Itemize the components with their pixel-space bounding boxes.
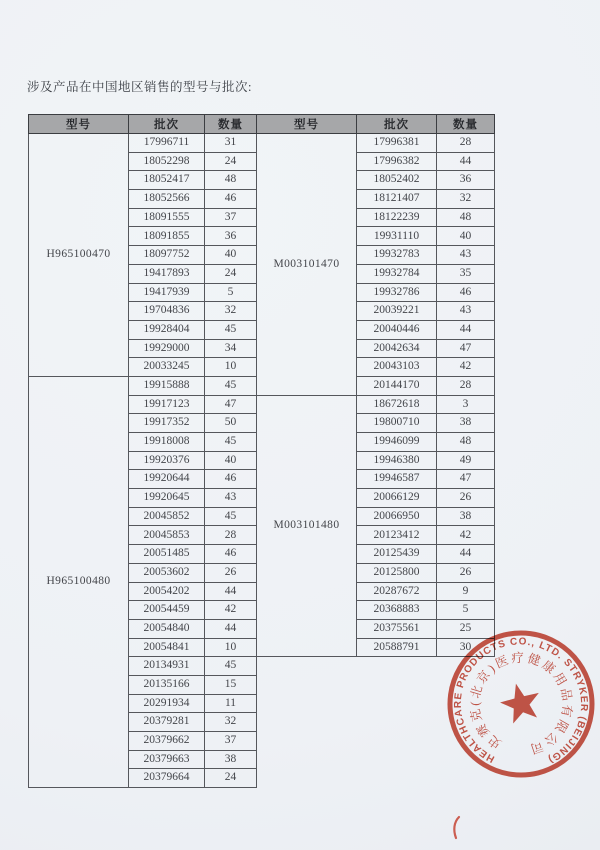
qty-cell: 10 [205, 638, 257, 657]
qty-cell: 32 [205, 713, 257, 732]
qty-cell: 24 [205, 264, 257, 283]
qty-cell: 10 [205, 358, 257, 377]
batch-cell: 19920645 [129, 489, 205, 508]
batch-cell: 18122239 [357, 208, 437, 227]
batch-cell: 18052566 [129, 190, 205, 209]
batch-cell: 18052298 [129, 152, 205, 171]
qty-cell: 44 [437, 545, 495, 564]
batch-cell: 20134931 [129, 657, 205, 676]
batch-cell: 20066129 [357, 489, 437, 508]
red-pen-mark [449, 815, 463, 841]
batch-cell: 20043103 [357, 358, 437, 377]
qty-cell: 46 [205, 545, 257, 564]
batch-table [28, 114, 495, 788]
batch-cell: 18052417 [129, 171, 205, 190]
qty-cell: 50 [205, 414, 257, 433]
batch-cell: 19915888 [129, 376, 205, 395]
qty-cell: 40 [205, 451, 257, 470]
qty-cell: 37 [205, 732, 257, 751]
batch-cell: 20051485 [129, 545, 205, 564]
batch-cell: 20379664 [129, 769, 205, 788]
col-header-batch: 批次 [129, 115, 205, 134]
batch-cell: 20033245 [129, 358, 205, 377]
batch-cell: 19929000 [129, 339, 205, 358]
batch-cell: 19417893 [129, 264, 205, 283]
batch-cell: 18091555 [129, 208, 205, 227]
qty-cell: 26 [437, 563, 495, 582]
qty-cell: 42 [437, 358, 495, 377]
qty-cell: 28 [437, 376, 495, 395]
batch-cell: 19946587 [357, 470, 437, 489]
batch-cell: 20379663 [129, 750, 205, 769]
qty-cell: 24 [205, 769, 257, 788]
qty-cell: 46 [205, 470, 257, 489]
qty-cell: 43 [437, 302, 495, 321]
qty-cell: 48 [437, 433, 495, 452]
batch-cell: 20291934 [129, 694, 205, 713]
qty-cell: 44 [205, 619, 257, 638]
batch-cell: 19946099 [357, 433, 437, 452]
qty-cell: 45 [205, 320, 257, 339]
model-cell: M003101470 [257, 134, 357, 396]
qty-cell: 46 [205, 190, 257, 209]
batch-cell: 20379281 [129, 713, 205, 732]
col-header-batch: 批次 [357, 115, 437, 134]
qty-cell: 32 [437, 190, 495, 209]
batch-cell: 20125800 [357, 563, 437, 582]
batch-cell: 19917352 [129, 414, 205, 433]
col-header-model: 型号 [257, 115, 357, 134]
qty-cell: 44 [205, 582, 257, 601]
model-cell: H965100480 [29, 376, 129, 787]
qty-cell: 5 [437, 601, 495, 620]
model-cell: H965100470 [29, 134, 129, 377]
batch-cell: 19928404 [129, 320, 205, 339]
batch-cell: 20053602 [129, 563, 205, 582]
qty-cell: 46 [437, 283, 495, 302]
batch-cell: 20045853 [129, 526, 205, 545]
qty-cell: 47 [205, 395, 257, 414]
batch-cell: 19800710 [357, 414, 437, 433]
batch-cell: 20054202 [129, 582, 205, 601]
batch-cell: 20123412 [357, 526, 437, 545]
batch-cell: 20066950 [357, 507, 437, 526]
qty-cell: 45 [205, 657, 257, 676]
qty-cell: 37 [205, 208, 257, 227]
qty-cell: 44 [437, 320, 495, 339]
qty-cell: 40 [437, 227, 495, 246]
qty-cell: 26 [437, 489, 495, 508]
qty-cell: 47 [437, 339, 495, 358]
qty-cell: 49 [437, 451, 495, 470]
qty-cell: 48 [437, 208, 495, 227]
seal-ring-text-en: HEALTHCARE PRODUCTS CO., LTD. STRYKER (BEIJING) [452, 636, 590, 766]
qty-cell: 28 [205, 526, 257, 545]
batch-cell: 19932783 [357, 246, 437, 265]
qty-cell: 24 [205, 152, 257, 171]
batch-cell: 20039221 [357, 302, 437, 321]
batch-cell: 19917123 [129, 395, 205, 414]
qty-cell: 48 [205, 171, 257, 190]
qty-cell: 40 [205, 246, 257, 265]
batch-cell: 20135166 [129, 675, 205, 694]
batch-cell: 20287672 [357, 582, 437, 601]
batch-cell: 18097752 [129, 246, 205, 265]
batch-cell: 20375561 [357, 619, 437, 638]
batch-cell: 20042634 [357, 339, 437, 358]
batch-cell: 17996381 [357, 134, 437, 153]
batch-cell: 18672618 [357, 395, 437, 414]
batch-cell: 19920644 [129, 470, 205, 489]
qty-cell: 38 [437, 507, 495, 526]
qty-cell: 44 [437, 152, 495, 171]
qty-cell: 36 [437, 171, 495, 190]
qty-cell: 42 [205, 601, 257, 620]
batch-cell: 17996711 [129, 134, 205, 153]
batch-cell: 19932784 [357, 264, 437, 283]
intro-text: 涉及产品在中国地区销售的型号与批次: [27, 80, 252, 94]
batch-cell: 20144170 [357, 376, 437, 395]
batch-cell: 20368883 [357, 601, 437, 620]
star-icon [497, 679, 545, 726]
qty-cell: 34 [205, 339, 257, 358]
qty-cell: 45 [205, 433, 257, 452]
company-seal-stamp [439, 622, 600, 786]
batch-cell: 19931110 [357, 227, 437, 246]
batch-cell: 18121407 [357, 190, 437, 209]
qty-cell: 9 [437, 582, 495, 601]
qty-cell: 35 [437, 264, 495, 283]
seal-text-cn: 史赛克(北京)医疗健康用品有限公司 [467, 650, 575, 757]
qty-cell: 45 [205, 376, 257, 395]
qty-cell: 47 [437, 470, 495, 489]
model-cell: M003101480 [257, 395, 357, 657]
qty-cell: 32 [205, 302, 257, 321]
batch-cell: 20588791 [357, 638, 437, 657]
qty-cell: 3 [437, 395, 495, 414]
qty-cell: 31 [205, 134, 257, 153]
batch-cell: 19417939 [129, 283, 205, 302]
qty-cell: 25 [437, 619, 495, 638]
batch-cell: 19704836 [129, 302, 205, 321]
qty-cell: 5 [205, 283, 257, 302]
col-header-model: 型号 [29, 115, 129, 134]
qty-cell: 38 [437, 414, 495, 433]
batch-cell: 20054840 [129, 619, 205, 638]
qty-cell: 43 [437, 246, 495, 265]
batch-cell: 20045852 [129, 507, 205, 526]
batch-cell: 19932786 [357, 283, 437, 302]
batch-cell: 20054459 [129, 601, 205, 620]
col-header-qty: 数量 [437, 115, 495, 134]
col-header-qty: 数量 [205, 115, 257, 134]
batch-cell: 20054841 [129, 638, 205, 657]
qty-cell: 26 [205, 563, 257, 582]
qty-cell: 15 [205, 675, 257, 694]
qty-cell: 36 [205, 227, 257, 246]
batch-cell: 19946380 [357, 451, 437, 470]
batch-cell: 18091855 [129, 227, 205, 246]
batch-cell: 18052402 [357, 171, 437, 190]
batch-cell: 17996382 [357, 152, 437, 171]
qty-cell: 28 [437, 134, 495, 153]
batch-cell: 20125439 [357, 545, 437, 564]
batch-cell: 20040446 [357, 320, 437, 339]
table-row [29, 134, 495, 153]
qty-cell: 45 [205, 507, 257, 526]
batch-cell: 19918008 [129, 433, 205, 452]
qty-cell: 38 [205, 750, 257, 769]
qty-cell: 43 [205, 489, 257, 508]
qty-cell: 42 [437, 526, 495, 545]
batch-cell: 19920376 [129, 451, 205, 470]
qty-cell: 11 [205, 694, 257, 713]
qty-cell: 30 [437, 638, 495, 657]
table-header-row [29, 115, 495, 134]
batch-cell: 20379662 [129, 732, 205, 751]
